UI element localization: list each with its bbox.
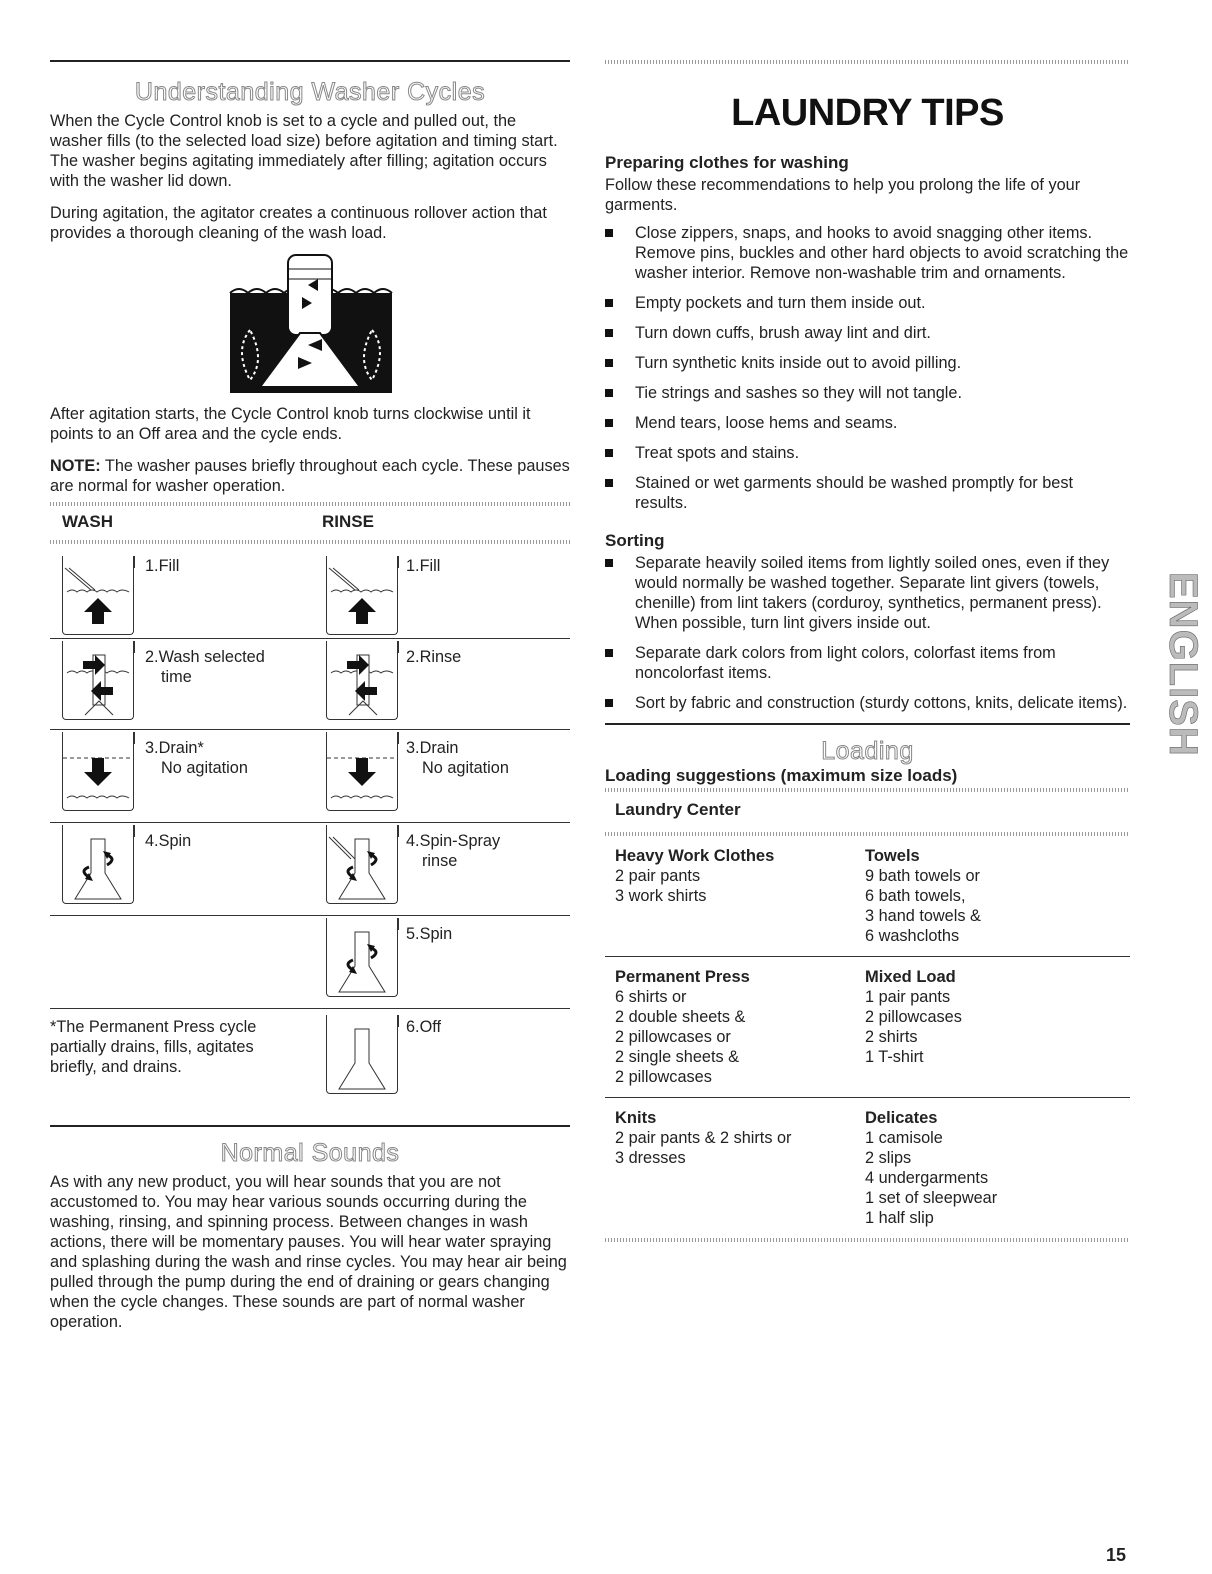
load-row [605,846,1130,946]
list-item: Empty pockets and turn them inside out. [605,293,1130,313]
list-item: Separate heavily soiled items from lightly soiled ones, even if they would normally be washed together. Separate lint givers (towels, chenille) from lint takers (corduroy, synthetics, permanent press). When possible, turn lint givers inside out. [605,553,1130,633]
cycles-para-3: After agitation starts, the Cycle Control knob turns clockwise until it points to an Off area and the cycle ends. [50,405,531,443]
sorting-heading: Sorting [605,531,665,550]
note-label: NOTE: [50,457,101,475]
page-title: LAUNDRY TIPS [731,92,1004,134]
fill-icon [326,568,398,635]
wash-step-1: 1.Fill [145,557,180,575]
list-item: Separate dark colors from light colors, colorfast items from noncolorfast items. [605,643,1130,683]
language-tab [1150,570,1205,760]
laundry-center-label: Laundry Center [615,800,741,819]
preparing-list [605,223,1130,513]
spin-icon [326,930,398,997]
page-number: 15 [1105,1545,1126,1565]
left-column [50,60,570,1344]
list-item: Mend tears, loose hems and seams. [605,413,1130,433]
load-towels: Towels 9 bath towels or 6 bath towels, 3 hand towels & 6 washcloths [865,847,981,945]
cycles-para-1: When the Cycle Control knob is set to a cycle and pulled out, the washer fills (to the selected load size) before agitation and timing start. The washer begins agitating immediately after filling; agitation occurs with the washer lid down. [50,112,558,190]
permanent-press-footnote: *The Permanent Press cycle partially drains, fills, agitates briefly, and drains. [50,1018,257,1076]
agitate-icon [62,653,134,720]
load-knits: Knits 2 pair pants & 2 shirts or 3 dresses [615,1109,792,1167]
rinse-header: RINSE [322,512,374,531]
right-column [605,60,1130,1242]
rinse-step-2: 2.Rinse [406,648,462,666]
drain-icon [326,744,398,811]
agitator-illustration [50,255,570,400]
drain-icon [62,744,134,811]
cycle-row-drain [50,730,570,823]
cycle-row-spin [50,823,570,916]
cycle-row-final-spin [50,916,570,1009]
load-row [605,967,1130,1087]
sorting-list [605,553,1130,713]
spin-icon [62,837,134,904]
cycle-table [50,556,570,1121]
load-heavy-work: Heavy Work Clothes 2 pair pants 3 work shirts [615,847,775,905]
rinse-step-4: 4.Spin-Spray rinse [406,832,501,870]
note-text: The washer pauses briefly throughout each cycle. These pauses are normal for washer operation. [50,457,570,495]
wash-step-3: 3.Drain* No agitation [145,739,248,777]
list-item: Turn synthetic knits inside out to avoid pilling. [605,353,1130,373]
list-item: Treat spots and stains. [605,443,1130,463]
section-title-sounds: Normal Sounds [220,1139,400,1167]
rinse-step-6: 6.Off [406,1018,441,1036]
cycles-note [50,456,570,496]
preparing-intro: Follow these recommendations to help you prolong the life of your garments. [605,176,1081,214]
spin-spray-icon [326,837,398,904]
section-title-loading: Loading [821,737,914,765]
loading-subheading: Loading suggestions (maximum size loads) [605,766,958,785]
sounds-text: As with any new product, you will hear sounds that you are not accustomed to. You may hear various sounds occurring during the washing, rinsing, and spinning process. Between changes in wash actions, there will be momentary pauses. You will hear water spraying and splashing during the wash and rinse cycles. You may hear air being pulled through the pump during the end of draining or gears changing when the cycle changes. These sounds are part of normal washer operation. [50,1173,567,1331]
cycle-table-header [50,506,570,540]
cycle-row-fill [50,556,570,639]
wash-header: WASH [62,512,113,531]
list-item: Sort by fabric and construction (sturdy cottons, knits, delicate items). [605,693,1130,713]
load-row [605,1108,1130,1228]
fill-icon [62,568,134,635]
agitator-icon [50,255,570,400]
section-title-cycles: Understanding Washer Cycles [134,78,486,106]
rinse-step-1: 1.Fill [406,557,441,575]
list-item: Stained or wet garments should be washed promptly for best results. [605,473,1130,513]
cycle-row-wash [50,639,570,730]
load-table [605,846,1130,1242]
cycles-para-2: During agitation, the agitator creates a continuous rollover action that provides a thorough cleaning of the wash load. [50,204,547,242]
preparing-heading: Preparing clothes for washing [605,153,849,172]
rinse-step-5: 5.Spin [406,925,453,943]
list-item: Turn down cuffs, brush away lint and dirt. [605,323,1130,343]
wash-step-2: 2.Wash selected time [145,648,265,686]
wash-step-4: 4.Spin [145,832,192,850]
cycle-row-off [50,1009,570,1121]
load-mixed: Mixed Load 1 pair pants 2 pillowcases 2 shirts 1 T-shirt [865,968,962,1066]
load-permanent-press: Permanent Press 6 shirts or 2 double sheets & 2 pillowcases or 2 single sheets & 2 pillowcases [615,968,750,1086]
list-item: Tie strings and sashes so they will not tangle. [605,383,1130,403]
language-tab-label: ENGLISH [1161,572,1205,757]
load-delicates: Delicates 1 camisole 2 slips 4 undergarments 1 set of sleepwear 1 half slip [865,1109,998,1227]
rinse-step-3: 3.Drain No agitation [406,739,509,777]
off-icon [326,1027,398,1094]
agitate-icon [326,653,398,720]
list-item: Close zippers, snaps, and hooks to avoid snagging other items. Remove pins, buckles and other hard objects to avoid scratching the washer interior. Remove non-washable trim and ornaments. [605,223,1130,283]
